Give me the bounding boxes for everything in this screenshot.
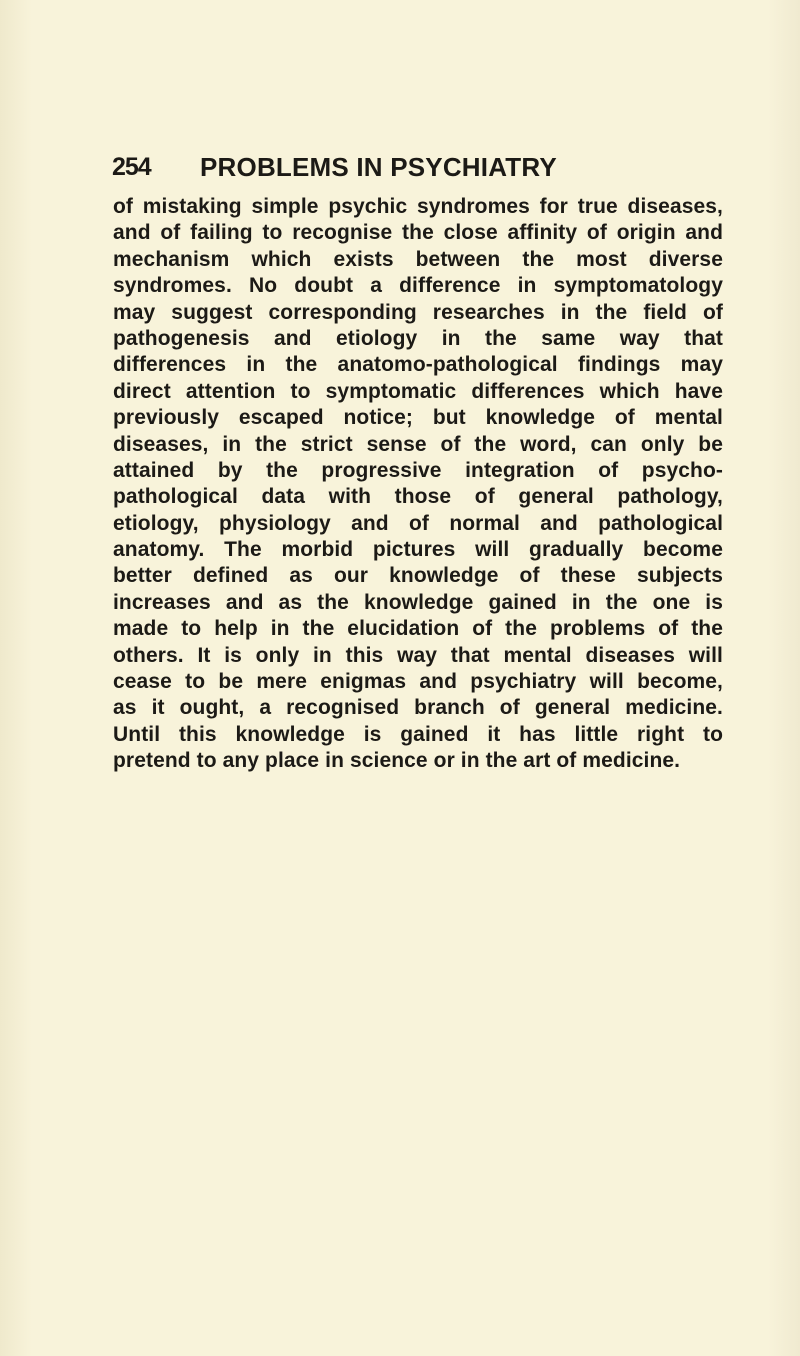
text-line: pretend to any place in science or in the art of medicine. [113, 749, 681, 773]
running-head [112, 150, 732, 184]
text-line: diseases, in the strict sense of the word, can only be [113, 432, 723, 456]
text-line: previously escaped notice; but knowledge of mental [113, 406, 723, 430]
text-line: and of failing to recognise the close affinity of origin and [113, 221, 723, 245]
running-title: PROBLEMS IN PSYCHIATRY [200, 152, 557, 182]
text-line: increases and as the knowledge gained in the one is [113, 590, 723, 614]
text-line: others. It is only in this way that mental diseases will [113, 643, 723, 667]
text-line: better defined as our knowledge of these subjects [113, 564, 723, 588]
text-line: pathogenesis and etiology in the same way that [113, 326, 723, 350]
text-line: may suggest corresponding researches in the field of [113, 300, 723, 324]
text-line: cease to be mere enigmas and psychiatry will become, [113, 670, 723, 694]
text-line: etiology, physiology and of normal and pathological [113, 511, 723, 535]
text-line: syndromes. No doubt a difference in symptomatology [113, 274, 723, 298]
text-line: attained by the progressive integration of psycho- [113, 458, 723, 482]
body-paragraph [113, 194, 723, 775]
text-line: made to help in the elucidation of the problems of the [113, 617, 723, 641]
page-number: 254 [112, 153, 151, 181]
text-line: differences in the anatomo-pathological findings may [113, 353, 723, 377]
text-line: anatomy. The morbid pictures will gradually become [113, 538, 723, 562]
text-line: mechanism which exists between the most diverse [113, 247, 723, 271]
text-line: Until this knowledge is gained it has little right to [113, 722, 723, 746]
text-line: direct attention to symptomatic differences which have [113, 379, 723, 403]
text-line: as it ought, a recognised branch of general medicine. [113, 696, 723, 720]
text-line: of mistaking simple psychic syndromes for true diseases, [113, 195, 723, 218]
text-line: pathological data with those of general pathology, [113, 485, 723, 509]
